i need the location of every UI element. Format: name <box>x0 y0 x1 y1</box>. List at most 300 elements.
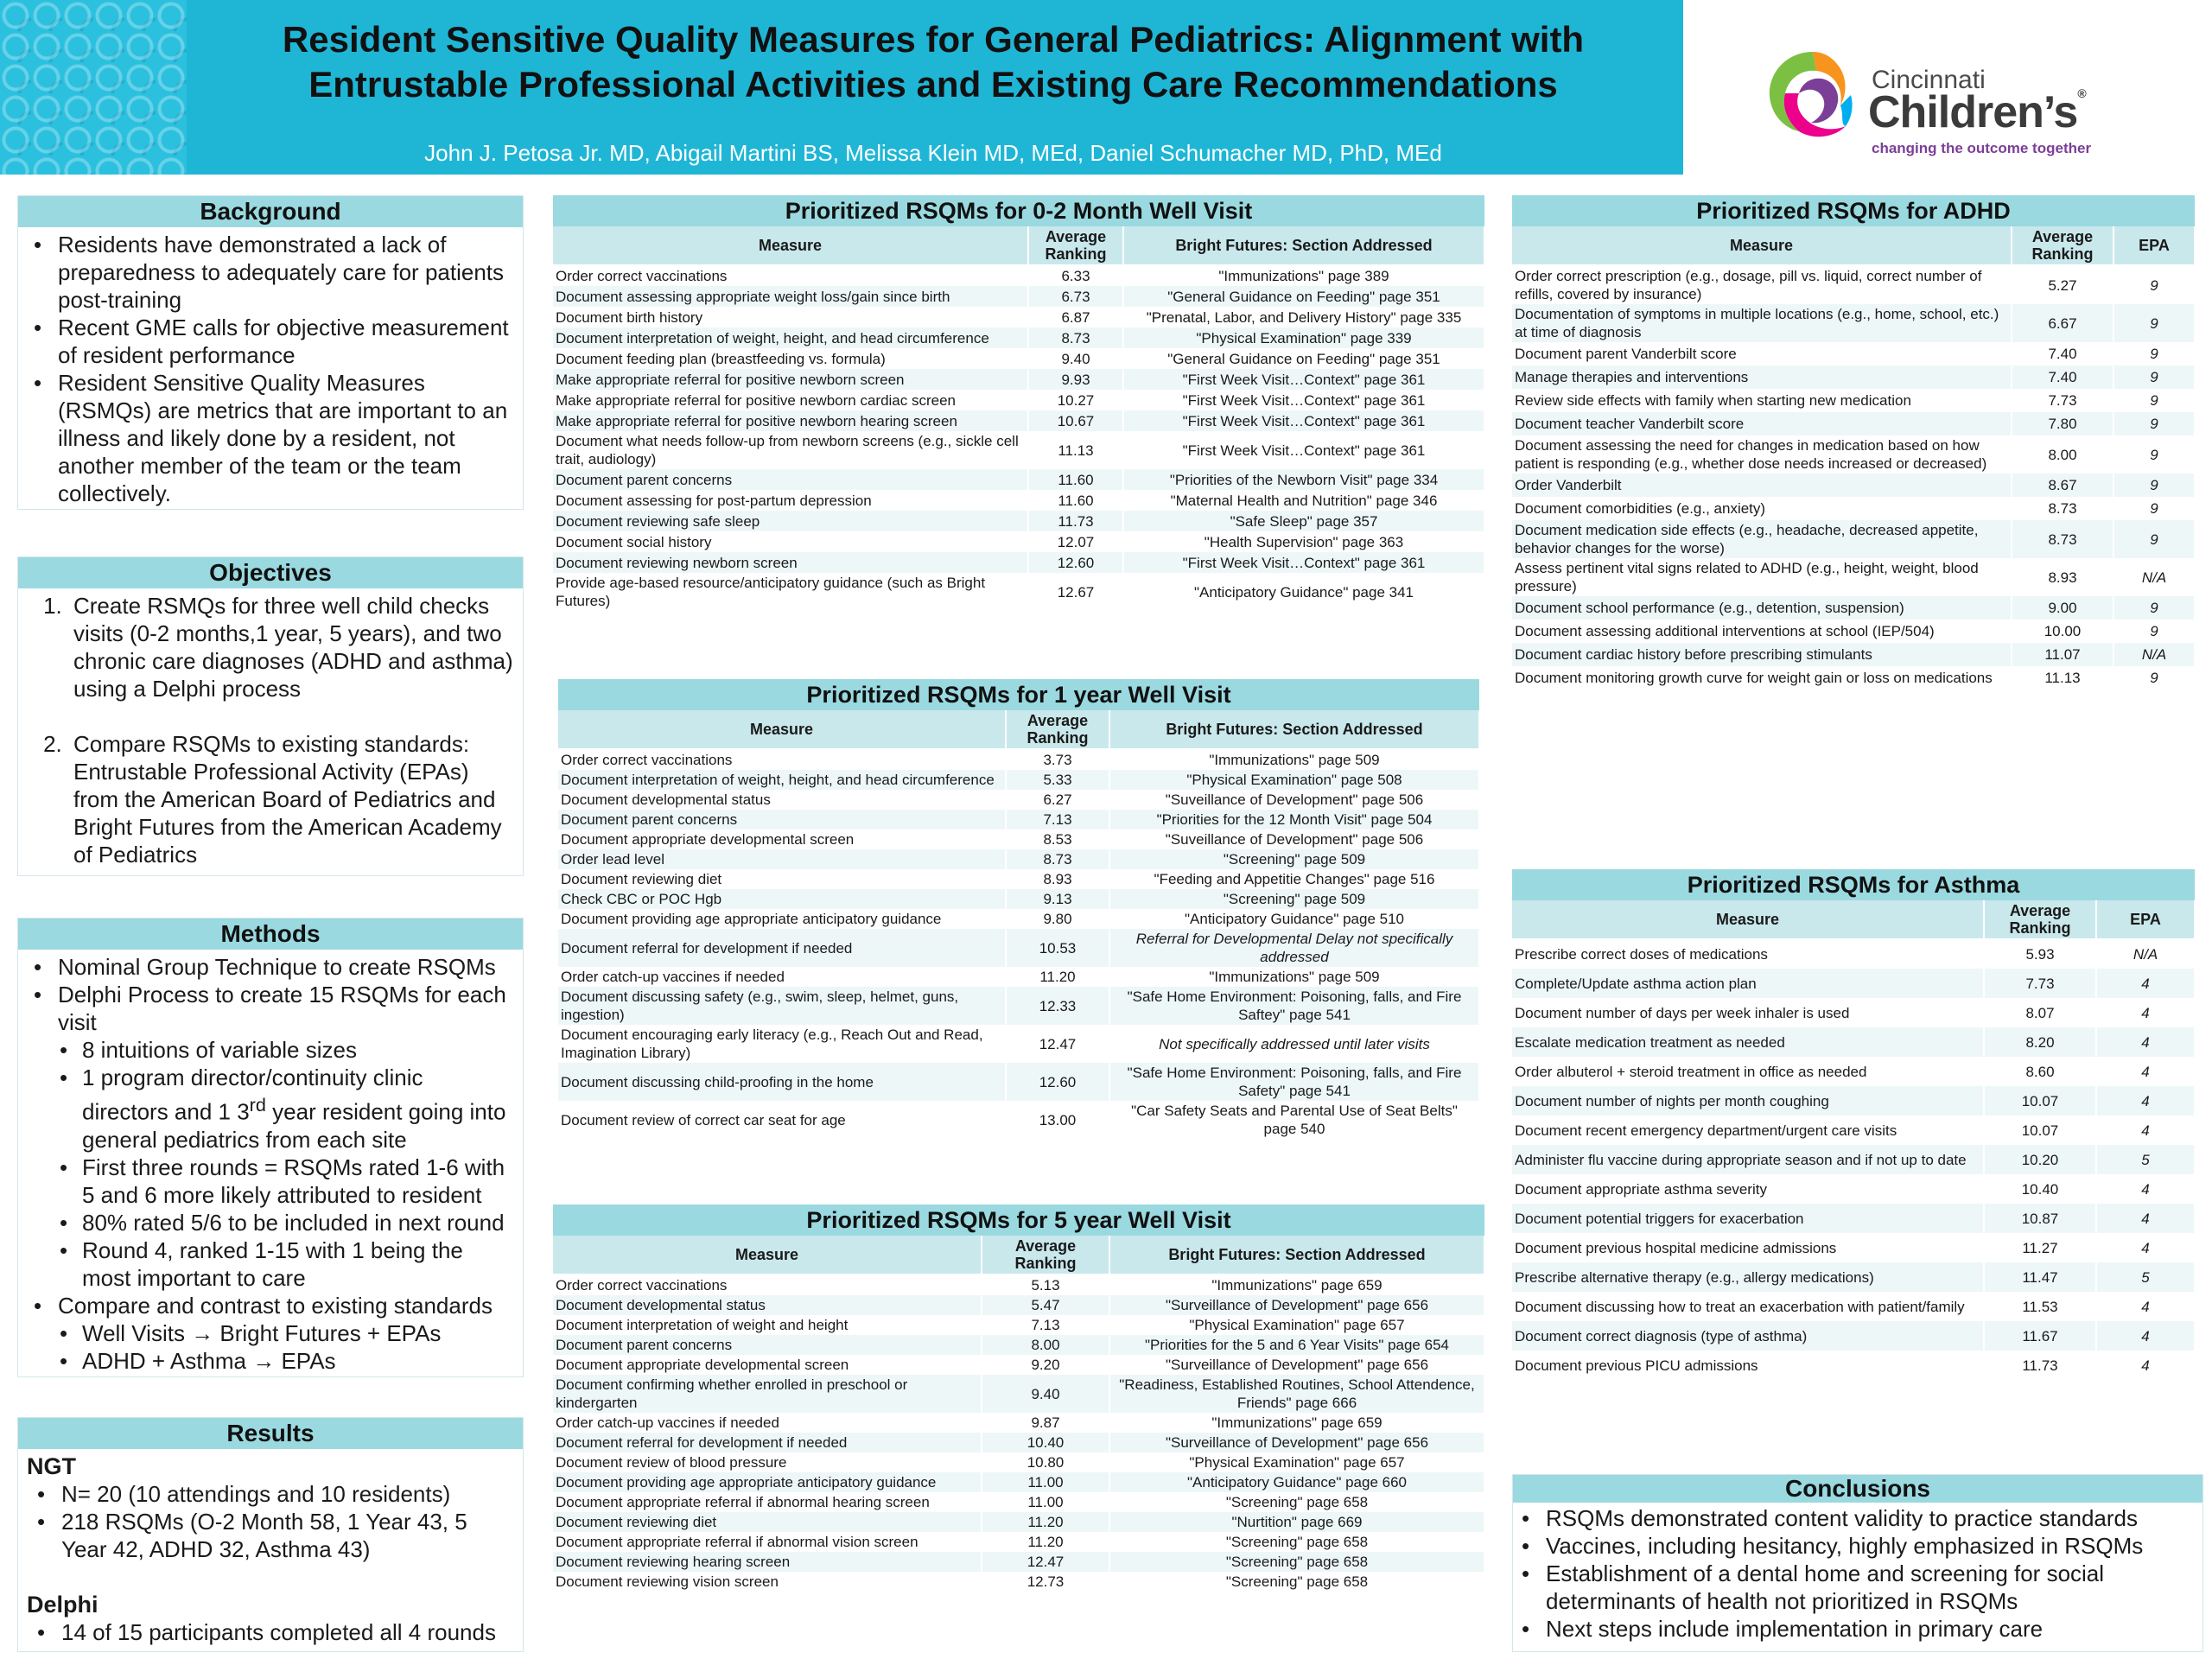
background-item: • Resident Sensitive Quality Measures (RSMQs) are metrics that are important to an illness and likely done by a resident, not another member of the team or the team collectively. <box>58 369 514 507</box>
reference-cell: "Readiness, Established Routines, School Attendence, Friends" page 666 <box>1109 1375 1484 1413</box>
measure-cell: Document providing age appropriate anticipatory guidance <box>558 909 1006 929</box>
column-header: Measure <box>1512 900 1984 939</box>
table-row <box>1512 474 2195 497</box>
delphi-label: Delphi <box>27 1592 99 1618</box>
table-row <box>1512 1027 2195 1057</box>
reference-cell: 9 <box>2113 365 2195 389</box>
ranking-cell: 12.60 <box>1006 1063 1109 1101</box>
reference-cell: "Immunizations" page 659 <box>1109 1413 1484 1433</box>
reference-cell: 9 <box>2113 474 2195 497</box>
measure-cell: Document number of nights per month coughing <box>1512 1086 1984 1116</box>
table-row <box>553 531 1484 552</box>
table-row <box>553 1552 1484 1572</box>
table-row <box>1512 435 2195 474</box>
table-asthma-heading: Prioritized RSQMs for Asthma <box>1512 869 2195 900</box>
methods-item-text: Delphi Process to create 15 RSQMs for each visit <box>58 982 506 1035</box>
column-header: Bright Futures: Section Addressed <box>1123 226 1484 265</box>
table-row <box>1512 1174 2195 1204</box>
measure-cell: Document review of blood pressure <box>553 1452 982 1472</box>
table-row <box>558 1063 1479 1101</box>
table-adhd-heading: Prioritized RSQMs for ADHD <box>1512 195 2195 226</box>
table <box>553 1236 1485 1592</box>
ranking-cell: 11.53 <box>1984 1292 2096 1321</box>
table-row <box>1512 643 2195 666</box>
measure-cell: Document referral for development if needed <box>558 929 1006 967</box>
reference-cell: "Suveillance of Development" page 506 <box>1109 830 1479 849</box>
measure-cell: Escalate medication treatment as needed <box>1512 1027 1984 1057</box>
ranking-cell: 11.20 <box>982 1512 1109 1532</box>
ranking-cell: 11.60 <box>1028 469 1123 490</box>
background-item: • Recent GME calls for objective measurement of resident performance <box>58 314 514 369</box>
table-row <box>558 1101 1479 1139</box>
measure-cell: Order catch-up vaccines if needed <box>553 1413 982 1433</box>
reference-cell: "Suveillance of Development" page 506 <box>1109 790 1479 810</box>
measure-cell: Order albuterol + steroid treatment in office as needed <box>1512 1057 1984 1086</box>
table-asthma <box>1512 869 2195 1380</box>
reference-cell: 5 <box>2096 1145 2195 1174</box>
measure-cell: Document social history <box>553 531 1028 552</box>
column-header: Bright Futures: Section Addressed <box>1109 710 1479 749</box>
table-row <box>1512 412 2195 435</box>
measure-cell: Document correct diagnosis (type of asthma) <box>1512 1321 1984 1351</box>
methods-subitem: • First three rounds = RSQMs rated 1-6 with 5 and 6 more likely attributed to resident <box>82 1154 514 1209</box>
measure-cell: Document birth history <box>553 307 1028 327</box>
table-row <box>558 749 1479 770</box>
conclusions-section <box>1512 1474 2203 1652</box>
table-row <box>553 552 1484 573</box>
column-header: Measure <box>558 710 1006 749</box>
ranking-cell: 6.67 <box>2012 304 2113 342</box>
ranking-cell: 5.27 <box>2012 265 2113 304</box>
measure-cell: Document monitoring growth curve for weight gain or loss on medications <box>1512 666 2012 690</box>
table-row <box>553 1572 1484 1592</box>
reference-cell: "Anticipatory Guidance" page 510 <box>1109 909 1479 929</box>
column-header: Bright Futures: Section Addressed <box>1109 1236 1484 1274</box>
reference-cell: "Anticipatory Guidance" page 660 <box>1109 1472 1484 1492</box>
measure-cell: Document parent concerns <box>553 1335 982 1355</box>
ranking-cell: 10.20 <box>1984 1145 2096 1174</box>
reference-cell: "Safe Home Environment: Poisoning, falls, and Fire Safety" page 541 <box>1109 1063 1479 1101</box>
ranking-cell: 11.13 <box>1028 431 1123 469</box>
logo-name: Children’s <box>1868 87 2078 137</box>
reference-cell: "Surveillance of Development" page 656 <box>1109 1433 1484 1452</box>
reference-cell: "Screening" page 658 <box>1109 1532 1484 1552</box>
measure-cell: Document number of days per week inhaler is used <box>1512 998 1984 1027</box>
reference-cell: 9 <box>2113 666 2195 690</box>
table-row <box>1512 1321 2195 1351</box>
ranking-cell: 12.33 <box>1006 987 1109 1025</box>
reference-cell: "Priorities for the 5 and 6 Year Visits" page 654 <box>1109 1335 1484 1355</box>
reference-cell: 4 <box>2096 1321 2195 1351</box>
reference-cell: 4 <box>2096 1351 2195 1380</box>
table-row <box>1512 998 2195 1027</box>
table-row <box>553 1472 1484 1492</box>
table-row <box>1512 520 2195 558</box>
reference-cell: 9 <box>2113 342 2195 365</box>
table-row <box>553 431 1484 469</box>
reference-cell: "Screening" page 658 <box>1109 1492 1484 1512</box>
table-row <box>1512 596 2195 620</box>
delphi-list <box>27 1618 514 1646</box>
reference-cell: "Immunizations" page 389 <box>1123 265 1484 286</box>
measure-cell: Document assessing for post-partum depression <box>553 490 1028 511</box>
ranking-cell: 10.07 <box>1984 1086 2096 1116</box>
measure-cell: Document reviewing safe sleep <box>553 511 1028 531</box>
measure-cell: Document teacher Vanderbilt score <box>1512 412 2012 435</box>
ranking-cell: 9.40 <box>982 1375 1109 1413</box>
ranking-cell: 8.73 <box>1006 849 1109 869</box>
ranking-cell: 12.73 <box>982 1572 1109 1592</box>
ranking-cell: 8.73 <box>1028 327 1123 348</box>
measure-cell: Document reviewing hearing screen <box>553 1552 982 1572</box>
reference-cell: 4 <box>2096 1233 2195 1262</box>
background-section <box>17 195 524 510</box>
ranking-cell: 10.40 <box>982 1433 1109 1452</box>
measure-cell: Document discussing child-proofing in the home <box>558 1063 1006 1101</box>
table-row <box>553 573 1484 611</box>
methods-item <box>58 1292 514 1375</box>
measure-cell: Document appropriate asthma severity <box>1512 1174 1984 1204</box>
measure-cell: Document medication side effects (e.g., headache, decreased appetite, behavior changes for the worse) <box>1512 520 2012 558</box>
column-header: Measure <box>553 1236 982 1274</box>
logo-mark-icon <box>1761 45 1865 149</box>
reference-cell: N/A <box>2113 558 2195 596</box>
measure-cell: Order correct vaccinations <box>553 1274 982 1295</box>
table-row <box>553 1413 1484 1433</box>
table-row <box>553 1512 1484 1532</box>
table-1-year-heading: Prioritized RSQMs for 1 year Well Visit <box>558 679 1479 710</box>
reference-cell: 4 <box>2096 1057 2195 1086</box>
reference-cell: 4 <box>2096 1292 2195 1321</box>
reference-cell: "First Week Visit…Context" page 361 <box>1123 431 1484 469</box>
table-0-2-heading: Prioritized RSQMs for 0-2 Month Well Visit <box>553 195 1484 226</box>
reference-cell: "Priorities for the 12 Month Visit" page 504 <box>1109 810 1479 830</box>
reference-cell: 4 <box>2096 1086 2195 1116</box>
conclusion-item: • Establishment of a dental home and screening for social determinants of health not prioritized in RSQMs <box>1546 1560 2194 1615</box>
table-5-year-heading: Prioritized RSQMs for 5 year Well Visit <box>553 1205 1484 1236</box>
ranking-cell: 9.40 <box>1028 348 1123 369</box>
table-row <box>558 869 1479 889</box>
reference-cell: "Nurtition" page 669 <box>1109 1512 1484 1532</box>
ranking-cell: 8.07 <box>1984 998 2096 1027</box>
reference-cell: "Priorities of the Newborn Visit" page 334 <box>1123 469 1484 490</box>
methods-subitem-text: year resident going into general pediatrics from each site <box>82 1098 506 1153</box>
column-header: Measure <box>553 226 1028 265</box>
measure-cell: Manage therapies and interventions <box>1512 365 2012 389</box>
ranking-cell: 7.13 <box>982 1315 1109 1335</box>
table-row <box>1512 666 2195 690</box>
results-heading: Results <box>18 1418 523 1449</box>
reference-cell: "Safe Sleep" page 357 <box>1123 511 1484 531</box>
table-row <box>553 1315 1484 1335</box>
poster-header <box>0 0 1683 175</box>
column-header: Average Ranking <box>2012 226 2113 265</box>
ngt-item: • N= 20 (10 attendings and 10 residents) <box>61 1480 514 1508</box>
reference-cell: "Physical Examination" page 657 <box>1109 1452 1484 1472</box>
background-list <box>27 231 514 507</box>
measure-cell: Document confirming whether enrolled in preschool or kindergarten <box>553 1375 982 1413</box>
objective-item: 2. Compare RSQMs to existing standards: Entrustable Professional Activity (EPAs) from the American Board of Pediatrics and Bright Futures from the American Academy of Pediatrics <box>68 730 514 868</box>
column-header: Measure <box>1512 226 2012 265</box>
table-row <box>1512 1292 2195 1321</box>
measure-cell: Prescribe correct doses of medications <box>1512 939 1984 969</box>
ranking-cell: 5.33 <box>1006 770 1109 790</box>
objectives-section <box>17 556 524 876</box>
ranking-cell: 6.33 <box>1028 265 1123 286</box>
table-row <box>553 265 1484 286</box>
measure-cell: Document previous hospital medicine admissions <box>1512 1233 1984 1262</box>
registered-mark: ® <box>2077 86 2086 100</box>
reference-cell: 9 <box>2113 389 2195 412</box>
measure-cell: Document discussing how to treat an exacerbation with patient/family <box>1512 1292 1984 1321</box>
reference-cell: "Physical Examination" page 339 <box>1123 327 1484 348</box>
ranking-cell: 9.00 <box>2012 596 2113 620</box>
reference-cell: 4 <box>2096 1174 2195 1204</box>
ranking-cell: 12.47 <box>1006 1025 1109 1063</box>
reference-cell: "Maternal Health and Nutrition" page 346 <box>1123 490 1484 511</box>
objective-item: 1. Create RSMQs for three well child checks visits (0-2 months,1 year, 5 years), and two chronic care diagnoses (ADHD and asthma) using a Delphi process <box>68 592 514 702</box>
ranking-cell: 9.13 <box>1006 889 1109 909</box>
authors: John J. Petosa Jr. MD, Abigail Martini BS, Melissa Klein MD, MEd, Daniel Schumacher MD, PhD, MEd <box>424 140 1442 166</box>
ranking-cell: 9.93 <box>1028 369 1123 390</box>
measure-cell: Document reviewing newborn screen <box>553 552 1028 573</box>
table-row <box>1512 969 2195 998</box>
ranking-cell: 7.40 <box>2012 342 2113 365</box>
objectives-heading: Objectives <box>18 557 523 588</box>
ranking-cell: 11.07 <box>2012 643 2113 666</box>
methods-item <box>58 981 514 1292</box>
ranking-cell: 7.73 <box>1984 969 2096 998</box>
measure-cell: Provide age-based resource/anticipatory guidance (such as Bright Futures) <box>553 573 1028 611</box>
ranking-cell: 8.53 <box>1006 830 1109 849</box>
reference-cell: 5 <box>2096 1262 2195 1292</box>
reference-cell: 9 <box>2113 620 2195 643</box>
reference-cell: "Health Supervision" page 363 <box>1123 531 1484 552</box>
ranking-cell: 10.00 <box>2012 620 2113 643</box>
ranking-cell: 10.80 <box>982 1452 1109 1472</box>
ranking-cell: 8.60 <box>1984 1057 2096 1086</box>
ranking-cell: 11.20 <box>1006 967 1109 987</box>
ranking-cell: 12.67 <box>1028 573 1123 611</box>
table-row <box>553 1295 1484 1315</box>
reference-cell: Not specifically addressed until later visits <box>1109 1025 1479 1063</box>
measure-cell: Document review of correct car seat for age <box>558 1101 1006 1139</box>
reference-cell: N/A <box>2096 939 2195 969</box>
measure-cell: Document parent concerns <box>558 810 1006 830</box>
table <box>558 710 1480 1139</box>
measure-cell: Complete/Update asthma action plan <box>1512 969 1984 998</box>
table-row <box>1512 265 2195 304</box>
reference-cell: "Prenatal, Labor, and Delivery History" page 335 <box>1123 307 1484 327</box>
table-row <box>558 810 1479 830</box>
ranking-cell: 12.47 <box>982 1552 1109 1572</box>
reference-cell: "Immunizations" page 509 <box>1109 749 1479 770</box>
methods-sublist <box>58 1036 514 1292</box>
reference-cell: 9 <box>2113 412 2195 435</box>
table-row <box>1512 1057 2195 1086</box>
ranking-cell: 9.80 <box>1006 909 1109 929</box>
table-row <box>553 1532 1484 1552</box>
table-row <box>1512 389 2195 412</box>
reference-cell: 4 <box>2096 969 2195 998</box>
table-row <box>558 929 1479 967</box>
measure-cell: Document parent Vanderbilt score <box>1512 342 2012 365</box>
measure-cell: Document what needs follow-up from newborn screens (e.g., sickle cell trait, audiology) <box>553 431 1028 469</box>
table-row <box>558 1025 1479 1063</box>
table-row <box>553 1433 1484 1452</box>
ranking-cell: 10.67 <box>1028 410 1123 431</box>
measure-cell: Document interpretation of weight, height, and head circumference <box>558 770 1006 790</box>
table-row <box>553 1355 1484 1375</box>
measure-cell: Order correct vaccinations <box>558 749 1006 770</box>
ranking-cell: 13.00 <box>1006 1101 1109 1139</box>
methods-subitem: • 80% rated 5/6 to be included in next round <box>82 1209 514 1236</box>
methods-subitem <box>82 1064 514 1154</box>
background-heading: Background <box>18 196 523 227</box>
reference-cell: "Physical Examination" page 657 <box>1109 1315 1484 1335</box>
measure-cell: Document referral for development if needed <box>553 1433 982 1452</box>
table-row <box>1512 1351 2195 1380</box>
table-row <box>553 1492 1484 1512</box>
measure-cell: Document encouraging early literacy (e.g., Reach Out and Read, Imagination Library) <box>558 1025 1006 1063</box>
ranking-cell: 6.27 <box>1006 790 1109 810</box>
measure-cell: Document interpretation of weight, height, and head circumference <box>553 327 1028 348</box>
reference-cell: "First Week Visit…Context" page 361 <box>1123 410 1484 431</box>
measure-cell: Document assessing additional interventions at school (IEP/504) <box>1512 620 2012 643</box>
measure-cell: Document appropriate referral if abnormal vision screen <box>553 1532 982 1552</box>
ranking-cell: 7.80 <box>2012 412 2113 435</box>
ranking-cell: 8.20 <box>1984 1027 2096 1057</box>
table-row <box>1512 365 2195 389</box>
ngt-item: • 218 RSQMs (O-2 Month 58, 1 Year 43, 5 Year 42, ADHD 32, Asthma 43) <box>61 1508 514 1563</box>
methods-list <box>27 953 514 1375</box>
table-row <box>1512 1233 2195 1262</box>
reference-cell: 9 <box>2113 497 2195 520</box>
measure-cell: Document parent concerns <box>553 469 1028 490</box>
objectives-list <box>27 592 514 868</box>
table-row <box>553 469 1484 490</box>
table-row <box>1512 558 2195 596</box>
table <box>1512 226 2196 690</box>
table-row <box>1512 620 2195 643</box>
table-row <box>553 511 1484 531</box>
methods-subitem: • 8 intuitions of variable sizes <box>82 1036 514 1064</box>
ranking-cell: 10.40 <box>1984 1174 2096 1204</box>
ranking-cell: 11.47 <box>1984 1262 2096 1292</box>
logo-tagline: changing the outcome together <box>1872 140 2092 156</box>
reference-cell: 4 <box>2096 1204 2195 1233</box>
reference-cell: "Immunizations" page 509 <box>1109 967 1479 987</box>
methods-subitem-text: 1 program director/continuity clinic directors and 1 3 <box>82 1065 423 1125</box>
measure-cell: Document reviewing diet <box>553 1512 982 1532</box>
logo-text-city: Cincinnati <box>1872 66 1986 94</box>
table-row <box>558 830 1479 849</box>
measure-cell: Document appropriate developmental screen <box>558 830 1006 849</box>
delphi-item: • 14 of 15 participants completed all 4 rounds <box>61 1618 514 1646</box>
table-row <box>558 967 1479 987</box>
measure-cell: Order correct vaccinations <box>553 265 1028 286</box>
ranking-cell: 10.53 <box>1006 929 1109 967</box>
ranking-cell: 8.00 <box>982 1335 1109 1355</box>
measure-cell: Document interpretation of weight and height <box>553 1315 982 1335</box>
ngt-label: NGT <box>27 1453 76 1479</box>
ranking-cell: 8.73 <box>2012 520 2113 558</box>
reference-cell: "Safe Home Environment: Poisoning, falls, and Fire Saftey" page 541 <box>1109 987 1479 1025</box>
column-header: EPA <box>2096 900 2195 939</box>
ranking-cell: 12.07 <box>1028 531 1123 552</box>
reference-cell: "First Week Visit…Context" page 361 <box>1123 552 1484 573</box>
table-0-2-month <box>553 195 1484 611</box>
methods-item-text: Compare and contrast to existing standards <box>58 1292 493 1319</box>
measure-cell: Document discussing safety (e.g., swim, sleep, helmet, guns, ingestion) <box>558 987 1006 1025</box>
table-row <box>558 770 1479 790</box>
measure-cell: Document recent emergency department/urgent care visits <box>1512 1116 1984 1145</box>
reference-cell: "Car Safety Seats and Parental Use of Seat Belts" page 540 <box>1109 1101 1479 1139</box>
measure-cell: Order lead level <box>558 849 1006 869</box>
reference-cell: 4 <box>2096 998 2195 1027</box>
table-row <box>558 987 1479 1025</box>
measure-cell: Document assessing the need for changes in medication based on how patient is responding (e.g., whether dose needs increased or decreased) <box>1512 435 2012 474</box>
table-row <box>558 889 1479 909</box>
reference-cell: 9 <box>2113 596 2195 620</box>
title-line-1: Resident Sensitive Quality Measures for General Pediatrics: Alignment with <box>282 19 1585 60</box>
table-row <box>553 1375 1484 1413</box>
measure-cell: Prescribe alternative therapy (e.g., allergy medications) <box>1512 1262 1984 1292</box>
conclusion-item: • Next steps include implementation in primary care <box>1546 1615 2194 1643</box>
results-section <box>17 1417 524 1652</box>
conclusion-item: • RSQMs demonstrated content validity to practice standards <box>1546 1504 2194 1532</box>
table-row <box>1512 342 2195 365</box>
measure-cell: Assess pertinent vital signs related to ADHD (e.g., height, weight, blood pressure) <box>1512 558 2012 596</box>
table-row <box>553 390 1484 410</box>
poster-title <box>199 17 1668 107</box>
conclusion-item: • Vaccines, including hesitancy, highly emphasized in RSQMs <box>1546 1532 2194 1560</box>
ranking-cell: 5.93 <box>1984 939 2096 969</box>
ranking-cell: 9.20 <box>982 1355 1109 1375</box>
table-row <box>553 307 1484 327</box>
ranking-cell: 9.87 <box>982 1413 1109 1433</box>
reference-cell: "Anticipatory Guidance" page 341 <box>1123 573 1484 611</box>
table-1-year <box>558 679 1479 1139</box>
ranking-cell: 8.93 <box>1006 869 1109 889</box>
measure-cell: Order catch-up vaccines if needed <box>558 967 1006 987</box>
table-row <box>1512 1116 2195 1145</box>
reference-cell: "Physical Examination" page 508 <box>1109 770 1479 790</box>
reference-cell: 9 <box>2113 304 2195 342</box>
measure-cell: Document developmental status <box>558 790 1006 810</box>
table-5-year <box>553 1205 1484 1592</box>
ranking-cell: 7.40 <box>2012 365 2113 389</box>
measure-cell: Document assessing appropriate weight loss/gain since birth <box>553 286 1028 307</box>
reference-cell: "Screening" page 509 <box>1109 889 1479 909</box>
table-row <box>553 1274 1484 1295</box>
reference-cell: "Immunizations" page 659 <box>1109 1274 1484 1295</box>
ranking-cell: 10.27 <box>1028 390 1123 410</box>
table-row <box>1512 1145 2195 1174</box>
table <box>553 226 1485 611</box>
conclusions-list <box>1522 1504 2194 1643</box>
measure-cell: Document cardiac history before prescribing stimulants <box>1512 643 2012 666</box>
measure-cell: Document previous PICU admissions <box>1512 1351 1984 1380</box>
measure-cell: Document developmental status <box>553 1295 982 1315</box>
ranking-cell: 5.47 <box>982 1295 1109 1315</box>
reference-cell: N/A <box>2113 643 2195 666</box>
measure-cell: Document feeding plan (breastfeeding vs. formula) <box>553 348 1028 369</box>
table-row <box>1512 304 2195 342</box>
ranking-cell: 11.73 <box>1028 511 1123 531</box>
table-row <box>553 286 1484 307</box>
methods-subitem: • Well Visits → Bright Futures + EPAs <box>82 1319 514 1347</box>
